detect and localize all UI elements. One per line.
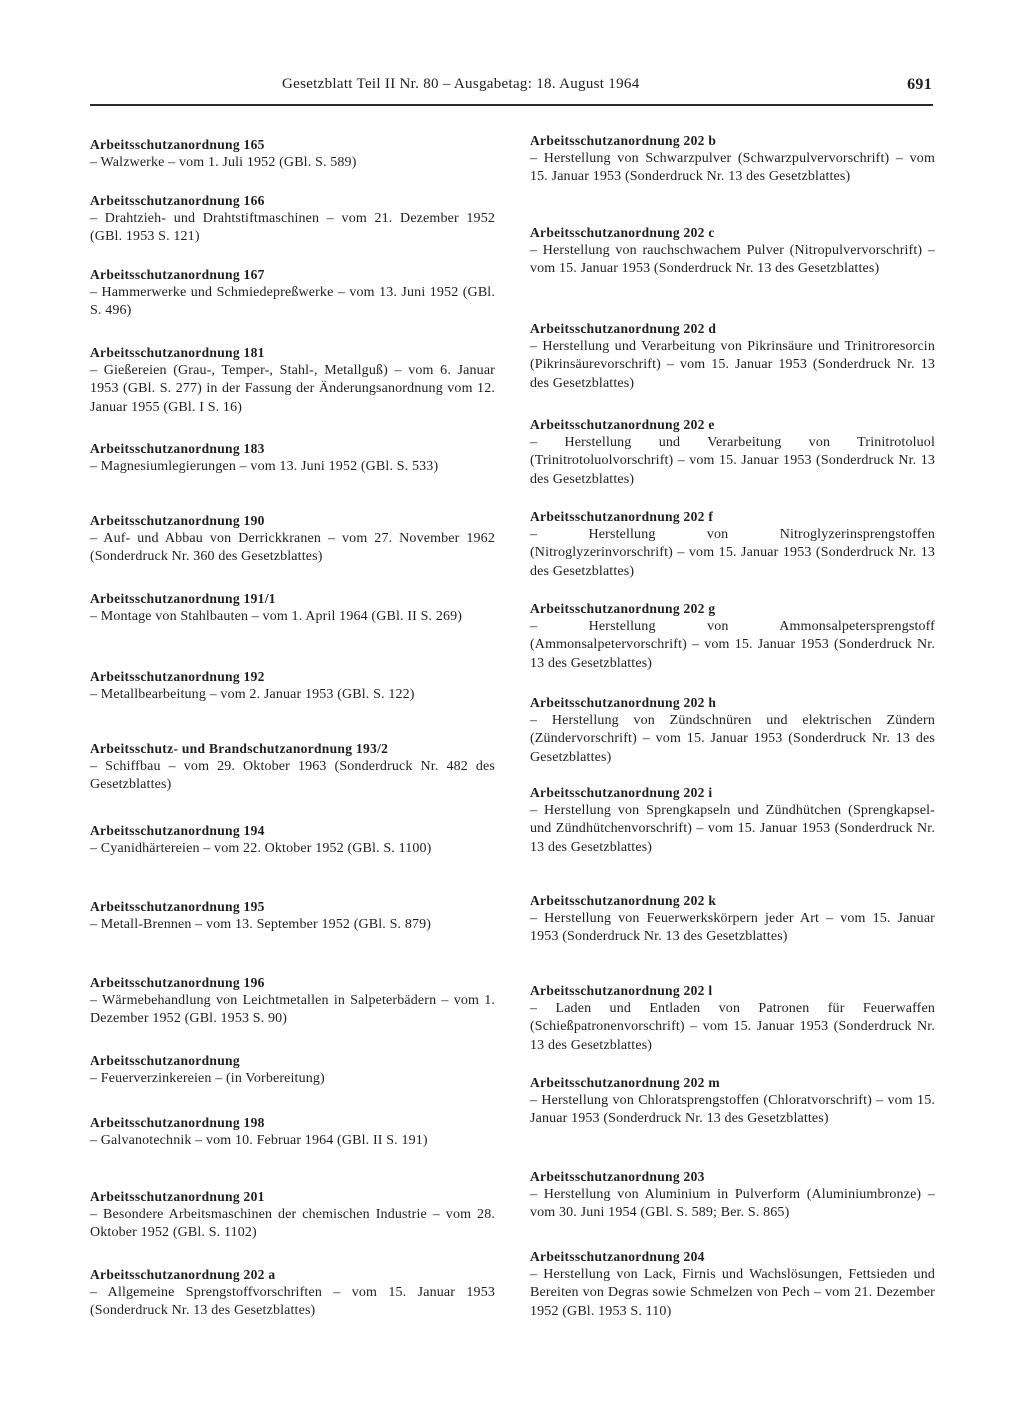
entry-text: – Herstellung von Chloratsprengstoffen (Chloratvorschrift) – vom 15. Januar 1953 (Sonderdruck Nr. 13 des Gesetzblattes): [530, 1093, 935, 1127]
entry-text: – Hammerwerke und Schmiedepreßwerke – vom 13. Juni 1952 (GBl. S. 496): [90, 285, 495, 319]
list-item: [90, 1188, 495, 1243]
entry-title: Arbeitsschutzanordnung 198: [90, 1115, 265, 1130]
entry-text: – Herstellung von Zündschnüren und elektrischen Zündern (Zündervorschrift) – vom 15. Januar 1953 (Sonderdruck Nr. 13 des Gesetzblattes): [530, 713, 935, 765]
page-number: 691: [907, 76, 932, 93]
entry-text: – Galvanotechnik – vom 10. Februar 1964 (GBl. II S. 191): [90, 1133, 428, 1148]
list-item: [90, 822, 495, 858]
list-item: [530, 892, 935, 947]
list-item: [530, 416, 935, 489]
list-item: [530, 784, 935, 857]
entry-text: – Herstellung von Ammonsalpetersprengstoff (Ammonsalpetervorschrift) – vom 15. Januar 1953 (Sonderdruck Nr. 13 des Gesetzblattes): [530, 619, 935, 671]
entry-title: Arbeitsschutzanordnung 196: [90, 975, 265, 990]
list-item: [90, 668, 495, 704]
list-item: [90, 1266, 495, 1321]
list-item: [90, 440, 495, 476]
list-item: [90, 266, 495, 321]
entry-text: – Metallbearbeitung – vom 2. Januar 1953 (GBl. S. 122): [90, 687, 415, 702]
entry-title: Arbeitsschutzanordnung 202 i: [530, 785, 713, 800]
entry-text: – Gießereien (Grau-, Temper-, Stahl-, Metallguß) – vom 6. Januar 1953 (GBl. S. 277) in der Fassung der Änderungsanordnung vom 12. Januar 1955 (GBl. I S. 16): [90, 363, 495, 415]
entry-text: – Herstellung von Nitroglyzerinsprengstoffen (Nitroglyzerinvorschrift) – vom 15. Januar 1953 (Sonderdruck Nr. 13 des Gesetzblattes): [530, 527, 935, 579]
entry-title: Arbeitsschutzanordnung 203: [530, 1169, 705, 1184]
list-item: [90, 740, 495, 795]
entry-text: – Drahtzieh- und Drahtstiftmaschinen – vom 21. Dezember 1952 (GBl. 1953 S. 121): [90, 211, 495, 245]
entry-title: Arbeitsschutzanordnung 190: [90, 513, 265, 528]
entry-title: Arbeitsschutzanordnung 166: [90, 193, 265, 208]
entry-text: – Allgemeine Sprengstoffvorschriften – vom 15. Januar 1953 (Sonderdruck Nr. 13 des Gesetzblattes): [90, 1285, 495, 1319]
entry-text: – Herstellung von Aluminium in Pulverform (Aluminiumbronze) – vom 30. Juni 1954 (GBl. S. 589; Ber. S. 865): [530, 1187, 935, 1221]
entry-title: Arbeitsschutzanordnung 204: [530, 1249, 705, 1264]
entry-text: – Metall-Brennen – vom 13. September 1952 (GBl. S. 879): [90, 917, 432, 932]
entry-text: – Feuerverzinkereien – (in Vorbereitung): [90, 1071, 325, 1086]
entry-title: Arbeitsschutzanordnung 167: [90, 267, 265, 282]
list-item: [90, 898, 495, 934]
entry-title: Arbeitsschutzanordnung 195: [90, 899, 265, 914]
entry-title: Arbeitsschutzanordnung 202 m: [530, 1075, 720, 1090]
entry-title: Arbeitsschutzanordnung 202 e: [530, 417, 715, 432]
list-item: [530, 694, 935, 767]
entry-title: Arbeitsschutzanordnung: [90, 1053, 240, 1068]
entry-title: Arbeitsschutzanordnung 201: [90, 1189, 265, 1204]
entry-text: – Herstellung von rauchschwachem Pulver (Nitropulvervorschrift) – vom 15. Januar 1953 (Sonderdruck Nr. 13 des Gesetzblattes): [530, 243, 935, 277]
list-item: [530, 982, 935, 1055]
header-rule: [90, 104, 933, 106]
entry-title: Arbeitsschutzanordnung 191/1: [90, 591, 276, 606]
entry-title: Arbeitsschutzanordnung 202 h: [530, 695, 717, 710]
entry-text: – Wärmebehandlung von Leichtmetallen in Salpeterbädern – vom 1. Dezember 1952 (GBl. 1953 S. 90): [90, 993, 495, 1027]
list-item: [90, 1052, 495, 1088]
list-item: [530, 1248, 935, 1321]
entry-text: – Herstellung und Verarbeitung von Pikrinsäure und Trinitroresorcin (Pikrinsäurevorschrift) – vom 15. Januar 1953 (Sonderdruck Nr. 13 des Gesetzblattes): [530, 339, 935, 391]
entry-text: – Herstellung von Sprengkapseln und Zündhütchen (Sprengkapsel- und Zündhütchenvorschrift) – vom 15. Januar 1953 (Sonderdruck Nr. 13 des Gesetzblattes): [530, 803, 935, 855]
entry-title: Arbeitsschutzanordnung 202 l: [530, 983, 713, 998]
list-item: [90, 192, 495, 247]
entry-title: Arbeitsschutzanordnung 165: [90, 137, 265, 152]
entry-title: Arbeitsschutzanordnung 202 k: [530, 893, 717, 908]
entry-title: Arbeitsschutzanordnung 202 f: [530, 509, 714, 524]
entry-text: – Walzwerke – vom 1. Juli 1952 (GBl. S. 589): [90, 155, 357, 170]
list-item: [90, 136, 495, 172]
list-item: [90, 590, 495, 626]
entry-text: – Montage von Stahlbauten – vom 1. April 1964 (GBl. II S. 269): [90, 609, 463, 624]
entry-text: – Herstellung von Schwarzpulver (Schwarzpulvervorschrift) – vom 15. Januar 1953 (Sonderdruck Nr. 13 des Gesetzblattes): [530, 151, 935, 185]
list-item: [90, 974, 495, 1029]
entry-title: Arbeitsschutzanordnung 202 c: [530, 225, 715, 240]
entry-title: Arbeitsschutzanordnung 202 a: [90, 1267, 276, 1282]
running-title: Gesetzblatt Teil II Nr. 80 – Ausgabetag: 18. August 1964: [282, 76, 640, 92]
entry-text: – Auf- und Abbau von Derrickkranen – vom 27. November 1962 (Sonderdruck Nr. 360 des Gesetzblattes): [90, 531, 495, 565]
list-item: [530, 1168, 935, 1223]
list-item: [530, 508, 935, 581]
list-item: [530, 600, 935, 673]
list-item: [90, 512, 495, 567]
entry-text: – Herstellung von Feuerwerkskörpern jeder Art – vom 15. Januar 1953 (Sonderdruck Nr. 13 des Gesetzblattes): [530, 911, 935, 945]
list-item: [530, 224, 935, 279]
page-header: [90, 76, 932, 98]
entry-text: – Herstellung und Verarbeitung von Trinitrotoluol (Trinitrotoluolvorschrift) – vom 15. Januar 1953 (Sonderdruck Nr. 13 des Gesetzblattes): [530, 435, 935, 487]
entry-title: Arbeitsschutzanordnung 194: [90, 823, 265, 838]
entry-title: Arbeitsschutzanordnung 192: [90, 669, 265, 684]
entry-title: Arbeitsschutzanordnung 181: [90, 345, 265, 360]
entry-text: – Laden und Entladen von Patronen für Feuerwaffen (Schießpatronenvorschrift) – vom 15. Januar 1953 (Sonderdruck Nr. 13 des Gesetzblattes): [530, 1001, 935, 1053]
entry-title: Arbeitsschutzanordnung 183: [90, 441, 265, 456]
entry-text: – Herstellung von Lack, Firnis und Wachslösungen, Fettsieden und Bereiten von Degras sowie Schmelzen von Pech – vom 21. Dezember 1952 (GBl. 1953 S. 110): [530, 1267, 935, 1319]
entry-title: Arbeitsschutzanordnung 202 g: [530, 601, 716, 616]
entry-text: – Besondere Arbeitsmaschinen der chemischen Industrie – vom 28. Oktober 1952 (GBl. S. 1102): [90, 1207, 495, 1241]
list-item: [530, 320, 935, 393]
list-item: [530, 132, 935, 187]
list-item: [530, 1074, 935, 1129]
entry-text: – Schiffbau – vom 29. Oktober 1963 (Sonderdruck Nr. 482 des Gesetzblattes): [90, 759, 495, 793]
entry-title: Arbeitsschutzanordnung 202 b: [530, 133, 717, 148]
list-item: [90, 1114, 495, 1150]
entry-text: – Cyanidhärtereien – vom 22. Oktober 1952 (GBl. S. 1100): [90, 841, 432, 856]
list-item: [90, 344, 495, 417]
entry-title: Arbeitsschutzanordnung 202 d: [530, 321, 717, 336]
entry-text: – Magnesiumlegierungen – vom 13. Juni 1952 (GBl. S. 533): [90, 459, 439, 474]
entry-title: Arbeitsschutz- und Brandschutzanordnung 193/2: [90, 741, 389, 756]
